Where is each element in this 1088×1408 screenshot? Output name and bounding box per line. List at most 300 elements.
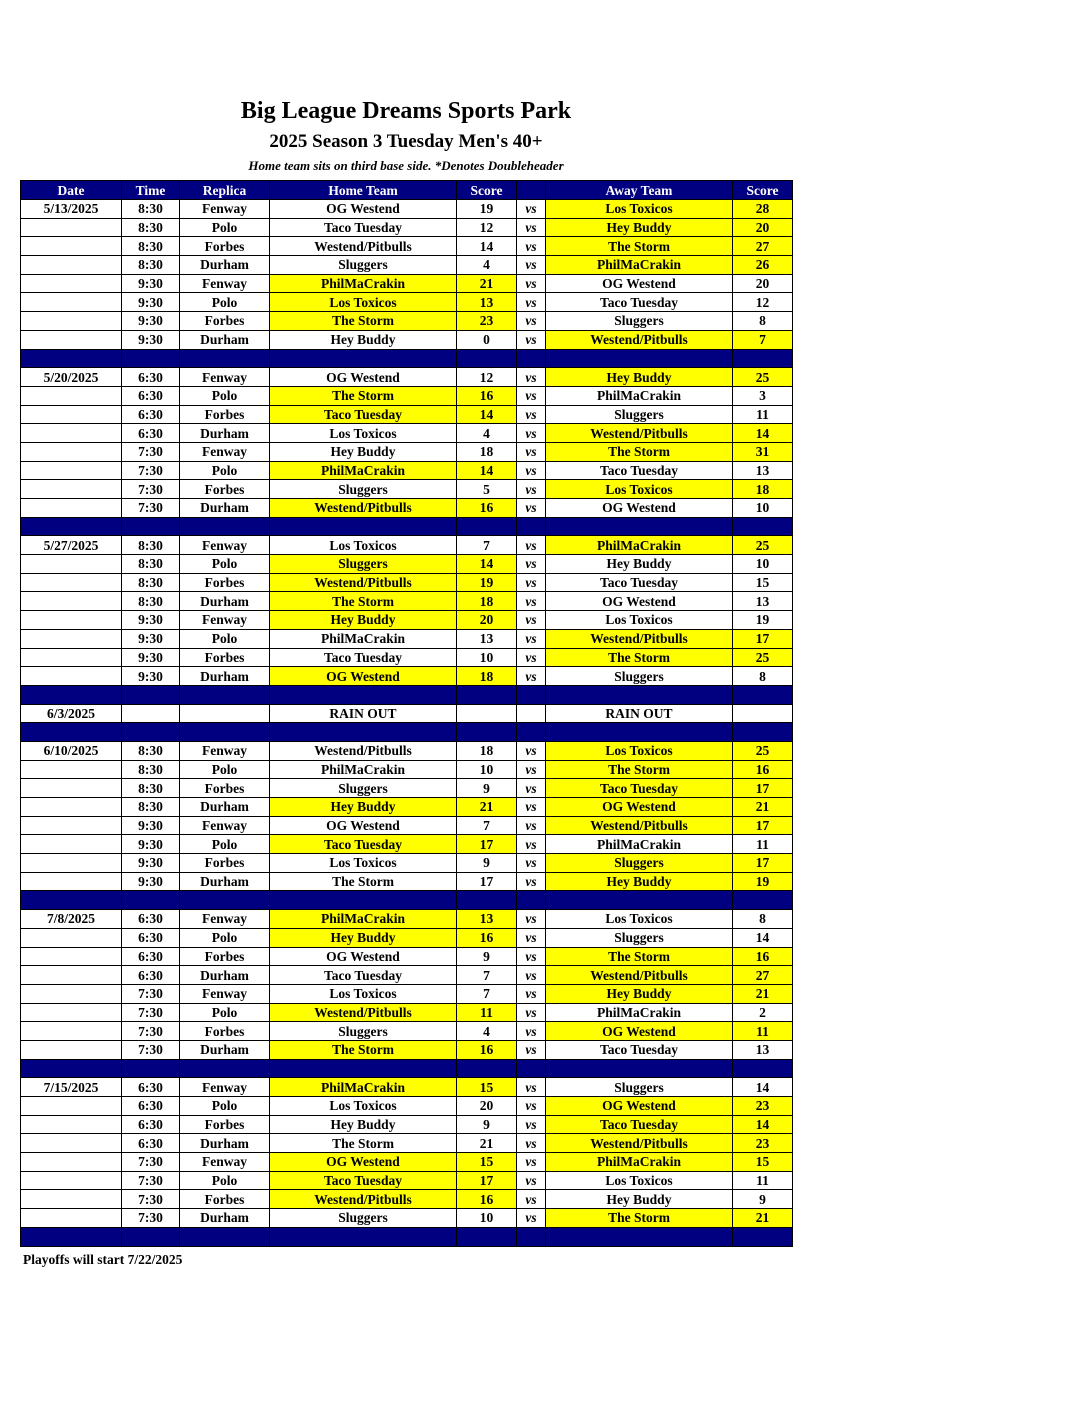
- game-time: 6:30: [122, 386, 180, 405]
- game-replica: Polo: [180, 629, 270, 648]
- game-replica: Durham: [180, 256, 270, 275]
- game-time: 6:30: [122, 368, 180, 387]
- away-score: 14: [733, 424, 793, 443]
- separator-cell: [270, 1227, 457, 1246]
- home-score: 4: [457, 256, 517, 275]
- table-row: [21, 854, 793, 873]
- game-replica: Polo: [180, 1171, 270, 1190]
- table-row: [21, 835, 793, 854]
- away-team: Los Toxicos: [546, 741, 733, 760]
- vs-label: vs: [517, 928, 546, 947]
- away-score: 13: [733, 592, 793, 611]
- separator-cell: [122, 723, 180, 742]
- game-date: [21, 1097, 122, 1116]
- away-score: 14: [733, 928, 793, 947]
- vs-label: vs: [517, 910, 546, 929]
- game-replica: Forbes: [180, 1115, 270, 1134]
- home-team: PhilMaCrakin: [270, 274, 457, 293]
- away-team: OG Westend: [546, 1097, 733, 1116]
- away-score: 18: [733, 480, 793, 499]
- game-replica: Polo: [180, 1097, 270, 1116]
- vs-label: vs: [517, 573, 546, 592]
- separator-cell: [733, 723, 793, 742]
- game-time: 9:30: [122, 816, 180, 835]
- table-row: [21, 405, 793, 424]
- table-row: [21, 386, 793, 405]
- home-team: OG Westend: [270, 947, 457, 966]
- away-score: 17: [733, 854, 793, 873]
- separator-cell: [21, 349, 122, 368]
- away-score: 31: [733, 442, 793, 461]
- home-score: 18: [457, 667, 517, 686]
- away-team: Westend/Pitbulls: [546, 1134, 733, 1153]
- separator-cell: [733, 1227, 793, 1246]
- away-score: 11: [733, 1022, 793, 1041]
- away-team: Taco Tuesday: [546, 1115, 733, 1134]
- game-time: 6:30: [122, 1115, 180, 1134]
- home-score: 11: [457, 1003, 517, 1022]
- home-team: Taco Tuesday: [270, 1171, 457, 1190]
- table-row: [21, 1153, 793, 1172]
- away-score: 16: [733, 760, 793, 779]
- game-replica: Forbes: [180, 480, 270, 499]
- game-replica: Fenway: [180, 536, 270, 555]
- vs-label: vs: [517, 1153, 546, 1172]
- table-row: [21, 667, 793, 686]
- game-replica: Fenway: [180, 816, 270, 835]
- game-replica: Durham: [180, 1134, 270, 1153]
- game-date: [21, 480, 122, 499]
- game-date: [21, 461, 122, 480]
- game-time: 8:30: [122, 760, 180, 779]
- vs-label: vs: [517, 629, 546, 648]
- game-date: [21, 1153, 122, 1172]
- separator-cell: [270, 723, 457, 742]
- table-row: [21, 424, 793, 443]
- away-team: Taco Tuesday: [546, 293, 733, 312]
- away-score: 21: [733, 1209, 793, 1228]
- away-team: Westend/Pitbulls: [546, 816, 733, 835]
- home-score: 15: [457, 1153, 517, 1172]
- separator-cell: [270, 685, 457, 704]
- table-row: [21, 293, 793, 312]
- vs-label: vs: [517, 741, 546, 760]
- game-date: [21, 499, 122, 518]
- home-team: Westend/Pitbulls: [270, 741, 457, 760]
- game-time: 9:30: [122, 835, 180, 854]
- game-replica: Forbes: [180, 1190, 270, 1209]
- game-replica: Fenway: [180, 611, 270, 630]
- away-team: Los Toxicos: [546, 1171, 733, 1190]
- away-team: Sluggers: [546, 667, 733, 686]
- separator-cell: [517, 891, 546, 910]
- table-row: [21, 1209, 793, 1228]
- game-date: [21, 573, 122, 592]
- home-team: Westend/Pitbulls: [270, 1003, 457, 1022]
- home-score: 17: [457, 872, 517, 891]
- game-time: 8:30: [122, 218, 180, 237]
- game-replica: Fenway: [180, 984, 270, 1003]
- game-date: [21, 629, 122, 648]
- away-team: Hey Buddy: [546, 872, 733, 891]
- vs-label: vs: [517, 1078, 546, 1097]
- game-date: [21, 984, 122, 1003]
- col-date-header: Date: [21, 181, 122, 200]
- separator-cell: [457, 723, 517, 742]
- week-separator: [21, 1059, 793, 1078]
- away-team: Taco Tuesday: [546, 461, 733, 480]
- table-row: [21, 573, 793, 592]
- vs-label: vs: [517, 966, 546, 985]
- game-replica: Fenway: [180, 1078, 270, 1097]
- game-time: 7:30: [122, 1190, 180, 1209]
- away-team: OG Westend: [546, 274, 733, 293]
- home-team: OG Westend: [270, 368, 457, 387]
- game-date: [21, 256, 122, 275]
- away-score: 15: [733, 573, 793, 592]
- table-row: [21, 237, 793, 256]
- away-score: 12: [733, 293, 793, 312]
- away-score: 7: [733, 330, 793, 349]
- away-team: The Storm: [546, 648, 733, 667]
- game-time: 7:30: [122, 1022, 180, 1041]
- home-score: 23: [457, 312, 517, 331]
- away-team: Taco Tuesday: [546, 1040, 733, 1059]
- game-date: [21, 1134, 122, 1153]
- table-row: [21, 1115, 793, 1134]
- vs-label: vs: [517, 1003, 546, 1022]
- game-replica: Durham: [180, 330, 270, 349]
- home-team: Los Toxicos: [270, 854, 457, 873]
- col-away-team-header: Away Team: [546, 181, 733, 200]
- game-date: [21, 667, 122, 686]
- vs-label: vs: [517, 368, 546, 387]
- away-score: 17: [733, 816, 793, 835]
- game-time: 8:30: [122, 536, 180, 555]
- vs-label: vs: [517, 1097, 546, 1116]
- game-time: 7:30: [122, 1171, 180, 1190]
- game-replica: Polo: [180, 1003, 270, 1022]
- home-score: 20: [457, 1097, 517, 1116]
- game-date: [21, 779, 122, 798]
- separator-cell: [21, 517, 122, 536]
- vs-label: vs: [517, 1115, 546, 1134]
- vs-label: vs: [517, 256, 546, 275]
- game-date: [21, 386, 122, 405]
- separator-cell: [546, 685, 733, 704]
- away-team: PhilMaCrakin: [546, 256, 733, 275]
- home-score: 13: [457, 629, 517, 648]
- away-team: The Storm: [546, 1209, 733, 1228]
- away-score: 19: [733, 611, 793, 630]
- vs-label: vs: [517, 648, 546, 667]
- table-row: [21, 536, 793, 555]
- home-team: PhilMaCrakin: [270, 760, 457, 779]
- table-row: [21, 910, 793, 929]
- home-score: 0: [457, 330, 517, 349]
- game-date: [21, 218, 122, 237]
- away-score: 20: [733, 274, 793, 293]
- game-replica: Polo: [180, 218, 270, 237]
- game-time: 8:30: [122, 741, 180, 760]
- home-team: OG Westend: [270, 816, 457, 835]
- home-team: Westend/Pitbulls: [270, 1190, 457, 1209]
- home-score: 12: [457, 368, 517, 387]
- game-replica: Durham: [180, 1040, 270, 1059]
- separator-cell: [733, 349, 793, 368]
- game-time: 8:30: [122, 256, 180, 275]
- home-score: 5: [457, 480, 517, 499]
- table-row: [21, 218, 793, 237]
- game-time: 8:30: [122, 237, 180, 256]
- home-team: Taco Tuesday: [270, 835, 457, 854]
- home-team: Hey Buddy: [270, 928, 457, 947]
- away-team: Westend/Pitbulls: [546, 424, 733, 443]
- away-team: Hey Buddy: [546, 1190, 733, 1209]
- game-date: [21, 592, 122, 611]
- game-replica: Forbes: [180, 1022, 270, 1041]
- away-score: 16: [733, 947, 793, 966]
- away-team: Westend/Pitbulls: [546, 330, 733, 349]
- home-team: Sluggers: [270, 555, 457, 574]
- away-score: 27: [733, 966, 793, 985]
- game-date: 7/15/2025: [21, 1078, 122, 1097]
- game-replica: Fenway: [180, 274, 270, 293]
- game-time: 7:30: [122, 1040, 180, 1059]
- separator-cell: [517, 1059, 546, 1078]
- home-team: Taco Tuesday: [270, 966, 457, 985]
- vs-label: vs: [517, 854, 546, 873]
- away-score: 11: [733, 835, 793, 854]
- table-row: [21, 330, 793, 349]
- away-team: OG Westend: [546, 1022, 733, 1041]
- away-score: 20: [733, 218, 793, 237]
- schedule-table: [20, 180, 793, 1247]
- home-score: 21: [457, 274, 517, 293]
- game-time: 6:30: [122, 424, 180, 443]
- table-row: [21, 499, 793, 518]
- away-score: 17: [733, 629, 793, 648]
- away-score: 10: [733, 555, 793, 574]
- home-team: The Storm: [270, 1040, 457, 1059]
- rainout-away: RAIN OUT: [546, 704, 733, 723]
- vs-label: vs: [517, 218, 546, 237]
- away-score: 27: [733, 237, 793, 256]
- vs-label: vs: [517, 872, 546, 891]
- game-date: [21, 1190, 122, 1209]
- vs-label: vs: [517, 555, 546, 574]
- game-time: 8:30: [122, 592, 180, 611]
- home-team: Hey Buddy: [270, 611, 457, 630]
- table-row: [21, 1190, 793, 1209]
- vs-label: vs: [517, 798, 546, 817]
- home-score: 12: [457, 218, 517, 237]
- game-date: [21, 1022, 122, 1041]
- away-team: Sluggers: [546, 854, 733, 873]
- game-time: [122, 704, 180, 723]
- away-team: Sluggers: [546, 312, 733, 331]
- home-score: 10: [457, 760, 517, 779]
- home-team: Sluggers: [270, 1209, 457, 1228]
- away-team: PhilMaCrakin: [546, 536, 733, 555]
- table-row: [21, 368, 793, 387]
- separator-cell: [21, 723, 122, 742]
- home-score: 10: [457, 1209, 517, 1228]
- page-note: Home team sits on third base side. *Denotes Doubleheader: [248, 158, 564, 173]
- table-row: [21, 200, 793, 219]
- vs-label: vs: [517, 779, 546, 798]
- vs-label: vs: [517, 405, 546, 424]
- vs-label: vs: [517, 592, 546, 611]
- game-date: [21, 648, 122, 667]
- table-row: [21, 555, 793, 574]
- game-date: 5/13/2025: [21, 200, 122, 219]
- separator-cell: [122, 891, 180, 910]
- home-score: 16: [457, 1190, 517, 1209]
- table-row: [21, 798, 793, 817]
- game-time: 7:30: [122, 984, 180, 1003]
- away-team: Sluggers: [546, 405, 733, 424]
- game-replica: Fenway: [180, 1153, 270, 1172]
- game-time: 6:30: [122, 910, 180, 929]
- table-row: [21, 816, 793, 835]
- table-row: [21, 928, 793, 947]
- separator-cell: [546, 349, 733, 368]
- table-row: [21, 1097, 793, 1116]
- home-team: PhilMaCrakin: [270, 910, 457, 929]
- separator-cell: [457, 349, 517, 368]
- game-time: 8:30: [122, 573, 180, 592]
- vs-label: vs: [517, 1134, 546, 1153]
- game-replica: Forbes: [180, 648, 270, 667]
- game-date: [21, 405, 122, 424]
- game-time: 9:30: [122, 274, 180, 293]
- game-replica: Polo: [180, 293, 270, 312]
- separator-cell: [517, 723, 546, 742]
- vs-label: vs: [517, 984, 546, 1003]
- vs-label: vs: [517, 200, 546, 219]
- away-team: Hey Buddy: [546, 984, 733, 1003]
- game-time: 8:30: [122, 200, 180, 219]
- game-replica: Forbes: [180, 779, 270, 798]
- game-date: [21, 1040, 122, 1059]
- game-date: 6/10/2025: [21, 741, 122, 760]
- home-team: OG Westend: [270, 667, 457, 686]
- table-row: [21, 966, 793, 985]
- away-score: 10: [733, 499, 793, 518]
- page-title: Big League Dreams Sports Park: [240, 98, 572, 124]
- game-date: [21, 798, 122, 817]
- separator-cell: [21, 1227, 122, 1246]
- table-row: [21, 1022, 793, 1041]
- home-score: 16: [457, 499, 517, 518]
- col-home-team-header: Home Team: [270, 181, 457, 200]
- week-separator: [21, 517, 793, 536]
- game-date: [21, 1171, 122, 1190]
- away-team: Hey Buddy: [546, 368, 733, 387]
- away-score: 14: [733, 1078, 793, 1097]
- vs-label: vs: [517, 237, 546, 256]
- week-separator: [21, 723, 793, 742]
- vs-label: vs: [517, 1171, 546, 1190]
- home-team: Hey Buddy: [270, 330, 457, 349]
- game-time: 6:30: [122, 405, 180, 424]
- home-team: Los Toxicos: [270, 293, 457, 312]
- home-score: 19: [457, 200, 517, 219]
- away-team: Hey Buddy: [546, 218, 733, 237]
- table-row: [21, 480, 793, 499]
- separator-cell: [733, 1059, 793, 1078]
- home-score: 14: [457, 405, 517, 424]
- table-row: [21, 1003, 793, 1022]
- rainout-row: [21, 704, 793, 723]
- table-row: [21, 592, 793, 611]
- away-team: Hey Buddy: [546, 555, 733, 574]
- separator-cell: [180, 685, 270, 704]
- game-replica: Polo: [180, 555, 270, 574]
- separator-cell: [517, 349, 546, 368]
- away-score: 25: [733, 368, 793, 387]
- game-time: 7:30: [122, 1209, 180, 1228]
- game-time: 9:30: [122, 611, 180, 630]
- game-time: 6:30: [122, 1134, 180, 1153]
- home-team: OG Westend: [270, 1153, 457, 1172]
- game-time: 7:30: [122, 499, 180, 518]
- table-row: [21, 872, 793, 891]
- home-score: 16: [457, 386, 517, 405]
- away-team: Los Toxicos: [546, 611, 733, 630]
- game-date: [21, 835, 122, 854]
- vs-label: vs: [517, 293, 546, 312]
- game-replica: Polo: [180, 386, 270, 405]
- game-date: 5/27/2025: [21, 536, 122, 555]
- table-row: [21, 629, 793, 648]
- game-time: 8:30: [122, 555, 180, 574]
- home-score: 19: [457, 573, 517, 592]
- away-score: 23: [733, 1097, 793, 1116]
- game-date: [21, 760, 122, 779]
- home-score: 14: [457, 461, 517, 480]
- away-team: PhilMaCrakin: [546, 1003, 733, 1022]
- game-time: 9:30: [122, 667, 180, 686]
- vs-label: vs: [517, 760, 546, 779]
- game-date: [21, 293, 122, 312]
- home-score: 14: [457, 555, 517, 574]
- home-team: The Storm: [270, 872, 457, 891]
- home-score: 18: [457, 592, 517, 611]
- week-separator: [21, 685, 793, 704]
- game-time: 6:30: [122, 966, 180, 985]
- home-score: 16: [457, 1040, 517, 1059]
- away-score: 19: [733, 872, 793, 891]
- game-date: [21, 555, 122, 574]
- home-team: Westend/Pitbulls: [270, 499, 457, 518]
- away-score: 25: [733, 536, 793, 555]
- home-team: Hey Buddy: [270, 1115, 457, 1134]
- table-row: [21, 984, 793, 1003]
- separator-cell: [270, 517, 457, 536]
- game-replica: Polo: [180, 928, 270, 947]
- away-score: 21: [733, 798, 793, 817]
- separator-cell: [546, 1227, 733, 1246]
- game-date: [21, 442, 122, 461]
- away-team: The Storm: [546, 760, 733, 779]
- game-date: 6/3/2025: [21, 704, 122, 723]
- table-row: [21, 312, 793, 331]
- game-time: 8:30: [122, 798, 180, 817]
- separator-cell: [546, 1059, 733, 1078]
- home-team: Los Toxicos: [270, 1097, 457, 1116]
